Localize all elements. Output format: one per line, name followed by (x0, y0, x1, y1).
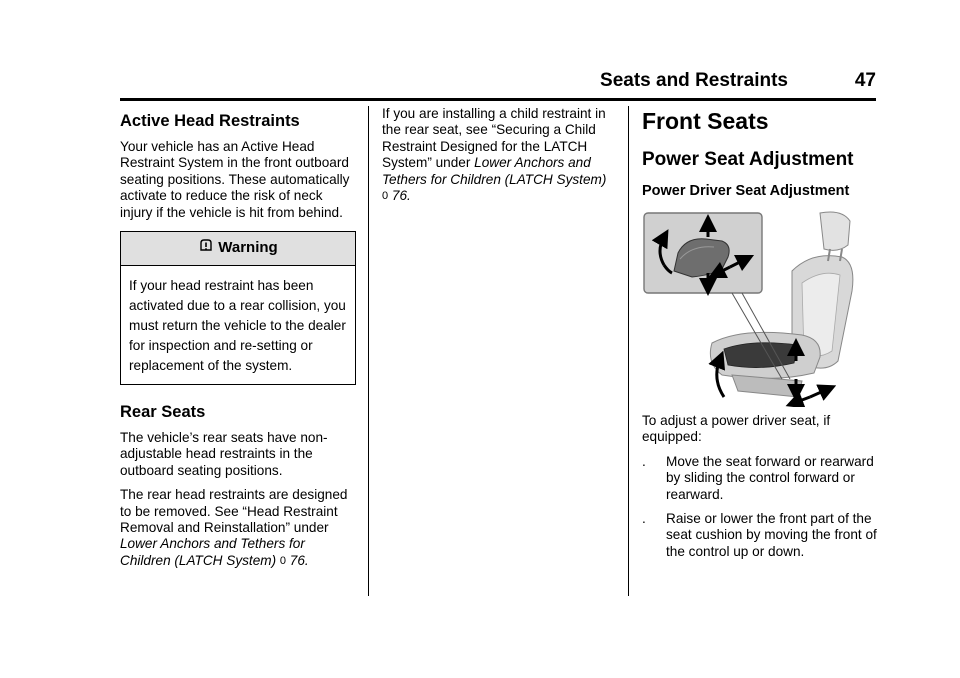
power-seat-intro: To adjust a power driver seat, if equipped: (642, 413, 831, 445)
rear-seats-text-1: The vehicle’s rear seats have non-adjustable head restraints in the outboard seating positions. (120, 430, 328, 478)
list-item: . Raise or lower the front part of the seat cushion by moving the front of the control up or down. (642, 511, 877, 559)
running-header-title: Seats and Restraints (600, 70, 788, 91)
power-seat-list (642, 454, 878, 560)
page-ref-2[interactable]: 76. (391, 188, 411, 204)
warning-header (121, 232, 355, 266)
header-rule (120, 98, 876, 101)
power-driver-seat-heading: Power Driver Seat Adjustment (642, 183, 850, 199)
column-divider-1 (368, 106, 369, 596)
list-item: . Move the seat forward or rearward by sliding the control forward or rearward. (642, 453, 874, 502)
rear-seats-text-2: The rear head restraints are designed to be removed. See “Head Restraint Removal and Reinstallation” under Lower Anchors and Tethers for Children (LATCH System) 0 76. (120, 487, 348, 568)
active-head-restraints-heading: Active Head Restraints (120, 112, 300, 130)
warning-icon (198, 238, 214, 258)
power-seat-adjustment-heading: Power Seat Adjustment (642, 149, 854, 170)
front-seats-heading: Front Seats (642, 108, 769, 134)
page-ref-glyph: 0 (279, 554, 287, 567)
child-restraint-text: If you are installing a child restraint in the rear seat, see “Securing a Child Restraint Designed for the LATCH System” under Lower Anchors and Tethers for Children (LATCH System) 0 76. (382, 106, 607, 204)
column-1 (120, 106, 356, 577)
latch-link-2[interactable]: Lower Anchors and Tethers for Children (LATCH System) (382, 155, 607, 187)
warning-box (120, 231, 356, 385)
page-ref[interactable]: 76. (289, 552, 309, 568)
latch-link[interactable]: Lower Anchors and Tethers for Children (LATCH System) (120, 536, 305, 568)
column-divider-2 (628, 106, 629, 596)
page-ref-glyph-2: 0 (382, 190, 389, 203)
seat-adjustment-illustration (642, 211, 878, 407)
column-3 (642, 106, 878, 568)
active-head-restraints-text: Your vehicle has an Active Head Restraint System in the front outboard seating positions. These automatically activate to reduce the risk of neck injury if the vehicle is hit from behind. (120, 139, 350, 220)
rear-seats-heading: Rear Seats (120, 403, 206, 422)
column-2 (382, 106, 612, 212)
page-number: 47 (854, 70, 876, 91)
warning-text: If your head restraint has been activated due to a rear collision, you must return the vehicle to the dealer for inspection and re-setting or replacement of the system. (129, 278, 346, 374)
warning-label: Warning (218, 239, 278, 257)
